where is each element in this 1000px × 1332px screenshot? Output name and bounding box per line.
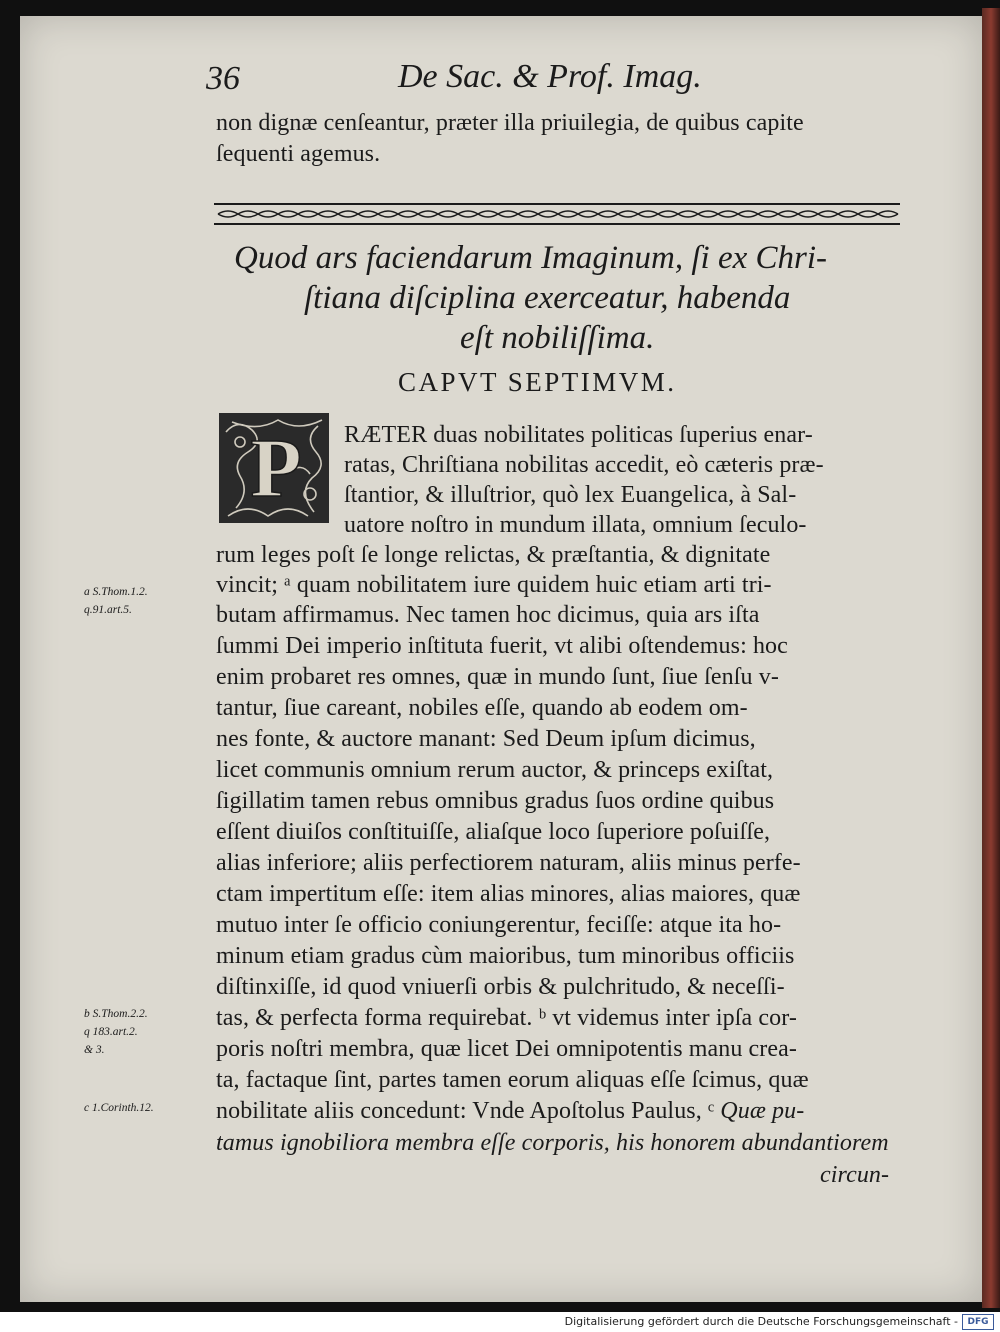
body-line: licet communis omnium rerum auctor, & princeps exiſtat, xyxy=(216,757,774,783)
body-line: mutuo inter ſe officio coniungerentur, feciſſe: atque ita ho- xyxy=(216,912,782,938)
body-line: ratas, Chriſtiana nobilitas accedit, eò cæteris præ- xyxy=(344,452,824,478)
body-line: diſtinxiſſe, id quod vniuerſi orbis & pulchritudo, & neceſſi- xyxy=(216,974,785,1000)
margin-note: q.91.art.5. xyxy=(84,604,132,616)
page-number: 36 xyxy=(206,60,240,97)
catchword: circun- xyxy=(820,1162,890,1188)
carryover-line: non dignæ cenſeantur, præter illa priuilegia, de quibus capite xyxy=(216,110,804,136)
margin-note: q 183.art.2. xyxy=(84,1026,138,1038)
body-line xyxy=(216,1098,804,1125)
body-line: poris noſtri membra, quæ licet Dei omnipotentis manu crea- xyxy=(216,1036,797,1062)
body-line: eſſent diuiſos conſtituiſſe, aliaſque loco ſuperiore poſuiſſe, xyxy=(216,819,771,845)
chapter-heading-line: ſtiana diſciplina exerceatur, habenda xyxy=(304,280,791,316)
chapter-heading-line: Quod ars faciendarum Imaginum, ſi ex Chri- xyxy=(234,240,828,276)
caput-title: CAPVT SEPTIMVM. xyxy=(398,367,677,397)
body-line: alias inferiore; aliis perfectiorem naturam, aliis minus perfe- xyxy=(216,850,801,876)
body-line: nes fonte, & auctore manant: Sed Deum ipſum dicimus, xyxy=(216,726,756,752)
body-line: vincit; ᵃ quam nobilitatem iure quidem huic etiam arti tri- xyxy=(216,572,772,598)
body-line: ſummi Dei imperio inſtituta fuerit, vt alibi oſtendemus: hoc xyxy=(216,633,788,659)
dfg-logo: DFG xyxy=(962,1314,994,1330)
body-line: ta, factaque ſint, partes tamen eorum aliquas eſſe ſcimus, quæ xyxy=(216,1067,809,1093)
body-line-italic: Quæ pu- xyxy=(720,1098,805,1124)
running-title: De Sac. & Prof. Imag. xyxy=(398,58,702,95)
margin-note: b S.Thom.2.2. xyxy=(84,1008,148,1020)
body-line: tas, & perfecta forma requirebat. ᵇ vt videmus inter ipſa cor- xyxy=(216,1005,797,1031)
body-line: RÆTER duas nobilitates politicas ſuperius enar- xyxy=(344,422,813,448)
body-line: tantur, ſiue careant, nobiles eſſe, quando ab eodem om- xyxy=(216,695,748,721)
margin-note: a S.Thom.1.2. xyxy=(84,586,148,598)
body-line-italic: tamus ignobiliora membra eſſe corporis, his honorem abundantiorem xyxy=(216,1130,889,1156)
body-line: minum etiam gradus cùm maioribus, tum minoribus officiis xyxy=(216,943,795,969)
decorated-initial xyxy=(218,412,330,524)
body-line: ſigillatim tamen rebus omnibus gradus ſuos ordine quibus xyxy=(216,788,775,814)
footer-credit: Digitalisierung gefördert durch die Deutsche Forschungsgemeinschaft - xyxy=(564,1315,958,1328)
body-line: ſtantior, & illuſtrior, quò lex Euangelica, à Sal- xyxy=(344,482,797,508)
body-line-text: nobilitate aliis concedunt: Vnde Apoſtolus Paulus, ᶜ xyxy=(216,1098,721,1124)
book-edge xyxy=(982,8,1000,1308)
initial-letter: P xyxy=(250,422,302,515)
chapter-heading-line: eſt nobiliſſima. xyxy=(460,320,655,356)
body-line: enim probaret res omnes, quæ in mundo ſunt, ſiue ſenſu v- xyxy=(216,664,779,690)
carryover-line: ſequenti agemus. xyxy=(216,141,381,167)
margin-note: c 1.Corinth.12. xyxy=(84,1102,154,1114)
body-line: butam affirmamus. Nec tamen hoc dicimus, quia ars iſta xyxy=(216,602,760,628)
margin-note: & 3. xyxy=(84,1044,105,1056)
body-line: rum leges poſt ſe longe relictas, & præſtantia, & dignitate xyxy=(216,542,771,568)
body-line: uatore noſtro in mundum illata, omnium ſeculo- xyxy=(344,512,807,538)
body-line: ctam impertitum eſſe: item alias minores, alias maiores, quæ xyxy=(216,881,801,907)
digitization-footer xyxy=(0,1312,1000,1332)
ornamental-rule xyxy=(214,202,900,226)
